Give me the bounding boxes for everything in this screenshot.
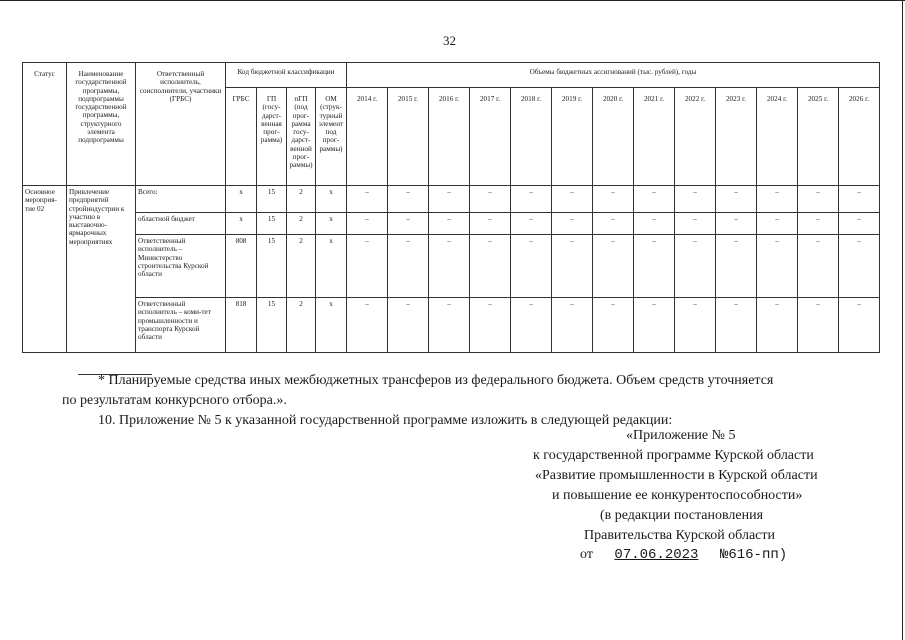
year-value-cell: –	[593, 235, 634, 298]
appendix-line-4: и повышение ее конкурентоспособности»	[552, 488, 803, 503]
gp-cell: 15	[257, 298, 287, 353]
year-value-cell: –	[347, 298, 388, 353]
grbs-cell: х	[226, 213, 257, 235]
year-value-cell: –	[675, 298, 716, 353]
decree-number: №616-пп)	[719, 547, 788, 563]
year-value-cell: –	[757, 235, 798, 298]
header-om: ОМ (струк-турный элемент под прог-раммы)	[316, 88, 347, 186]
year-value-cell: –	[347, 213, 388, 235]
year-value-cell: –	[839, 186, 880, 213]
header-year: 2024 г.	[757, 88, 798, 186]
budget-table	[22, 62, 880, 353]
header-year: 2021 г.	[634, 88, 675, 186]
pgp-cell: 2	[287, 235, 316, 298]
pgp-cell: 2	[287, 298, 316, 353]
gp-cell: 15	[257, 213, 287, 235]
year-value-cell: –	[839, 298, 880, 353]
gp-cell: 15	[257, 186, 287, 213]
om-cell: х	[316, 186, 347, 213]
from-label: от	[580, 547, 593, 562]
year-value-cell: –	[675, 213, 716, 235]
appendix-date-line	[580, 547, 787, 563]
header-year: 2014 г.	[347, 88, 388, 186]
year-value-cell: –	[470, 213, 511, 235]
year-value-cell: –	[675, 235, 716, 298]
year-value-cell: –	[347, 186, 388, 213]
header-year: 2019 г.	[552, 88, 593, 186]
year-value-cell: –	[798, 213, 839, 235]
footnote-line-1: * Планируемые средства иных межбюджетных трансферов из федерального бюджета. Объем средств уточняется	[98, 373, 774, 388]
year-value-cell: –	[552, 186, 593, 213]
year-value-cell: –	[429, 298, 470, 353]
year-value-cell: –	[634, 213, 675, 235]
header-year: 2015 г.	[388, 88, 429, 186]
responsible-cell: Ответственный исполнитель – коми-тет промышленности и транспорта Курской области	[136, 298, 226, 353]
year-value-cell: –	[798, 186, 839, 213]
header-status: Статус	[23, 63, 67, 186]
appendix-line-6: Правительства Курской области	[584, 528, 775, 543]
year-value-cell: –	[552, 213, 593, 235]
header-year: 2016 г.	[429, 88, 470, 186]
grbs-cell: 808	[226, 235, 257, 298]
year-value-cell: –	[388, 213, 429, 235]
year-value-cell: –	[470, 235, 511, 298]
year-value-cell: –	[757, 186, 798, 213]
appendix-title: «Приложение № 5	[626, 428, 736, 443]
year-value-cell: –	[634, 186, 675, 213]
year-value-cell: –	[511, 213, 552, 235]
year-value-cell: –	[798, 298, 839, 353]
year-value-cell: –	[757, 298, 798, 353]
year-value-cell: –	[675, 186, 716, 213]
year-value-cell: –	[511, 235, 552, 298]
table-row	[23, 186, 880, 213]
gp-cell: 15	[257, 235, 287, 298]
grbs-cell: х	[226, 186, 257, 213]
responsible-cell: Ответственный исполнитель – Министерство строительства Курской области	[136, 235, 226, 298]
pgp-cell: 2	[287, 213, 316, 235]
om-cell: х	[316, 213, 347, 235]
page-number: 32	[443, 33, 456, 48]
page-border-top	[0, 0, 905, 1]
header-gp: ГП (госу-дарст-венная прог-рамма)	[257, 88, 287, 186]
year-value-cell: –	[429, 235, 470, 298]
appendix-line-3: «Развитие промышленности в Курской области	[535, 468, 818, 483]
table-row	[23, 298, 880, 353]
year-value-cell: –	[388, 235, 429, 298]
year-value-cell: –	[593, 298, 634, 353]
year-value-cell: –	[716, 213, 757, 235]
year-value-cell: –	[388, 298, 429, 353]
paragraph-10: 10. Приложение № 5 к указанной государственной программе изложить в следующей редакции:	[98, 413, 673, 428]
year-value-cell: –	[839, 213, 880, 235]
header-year: 2025 г.	[798, 88, 839, 186]
header-budget-code: Код бюджетной классификации	[226, 63, 347, 88]
year-value-cell: –	[798, 235, 839, 298]
responsible-cell: областной бюджет	[136, 213, 226, 235]
year-value-cell: –	[429, 213, 470, 235]
appendix-line-5: (в редакции постановления	[600, 508, 764, 523]
year-value-cell: –	[388, 186, 429, 213]
header-row-1	[23, 63, 880, 88]
status-cell: Основное мероприя-тие 02	[23, 186, 67, 353]
footnote-line-2: по результатам конкурсного отбора.».	[62, 393, 287, 408]
year-value-cell: –	[593, 186, 634, 213]
year-value-cell: –	[839, 235, 880, 298]
header-name: Наименование государственной программы, подпрограммы государственной программы, структурного элемента подпрограммы	[67, 63, 136, 186]
pgp-cell: 2	[287, 186, 316, 213]
year-value-cell: –	[716, 186, 757, 213]
year-value-cell: –	[470, 298, 511, 353]
header-year: 2018 г.	[511, 88, 552, 186]
year-value-cell: –	[511, 186, 552, 213]
header-year: 2017 г.	[470, 88, 511, 186]
year-value-cell: –	[552, 235, 593, 298]
year-value-cell: –	[552, 298, 593, 353]
year-value-cell: –	[634, 298, 675, 353]
header-grbs: ГРБС	[226, 88, 257, 186]
grbs-cell: 818	[226, 298, 257, 353]
decree-date: 07.06.2023	[614, 547, 699, 563]
table-row	[23, 213, 880, 235]
header-volumes: Объемы бюджетных ассигнований (тыс. рублей), годы	[347, 63, 880, 88]
year-value-cell: –	[716, 298, 757, 353]
year-value-cell: –	[511, 298, 552, 353]
header-year: 2023 г.	[716, 88, 757, 186]
header-pgp: пГП (под прог-рамма госу-дарст-венной прог-раммы)	[287, 88, 316, 186]
appendix-line-2: к государственной программе Курской области	[533, 448, 814, 463]
year-value-cell: –	[470, 186, 511, 213]
table-row	[23, 235, 880, 298]
year-value-cell: –	[716, 235, 757, 298]
name-cell: Привлечение предприятий стройиндустрии к участию в выставочно-ярмарочных мероприятиях	[67, 186, 136, 353]
year-value-cell: –	[757, 213, 798, 235]
om-cell: х	[316, 235, 347, 298]
om-cell: х	[316, 298, 347, 353]
header-year: 2022 г.	[675, 88, 716, 186]
year-value-cell: –	[634, 235, 675, 298]
year-value-cell: –	[593, 213, 634, 235]
header-year: 2020 г.	[593, 88, 634, 186]
header-responsible: Ответственный исполнитель, соисполнители, участники (ГРБС)	[136, 63, 226, 186]
year-value-cell: –	[347, 235, 388, 298]
responsible-cell: Всего:	[136, 186, 226, 213]
header-year: 2026 г.	[839, 88, 880, 186]
year-value-cell: –	[429, 186, 470, 213]
page-border-right	[902, 0, 903, 640]
